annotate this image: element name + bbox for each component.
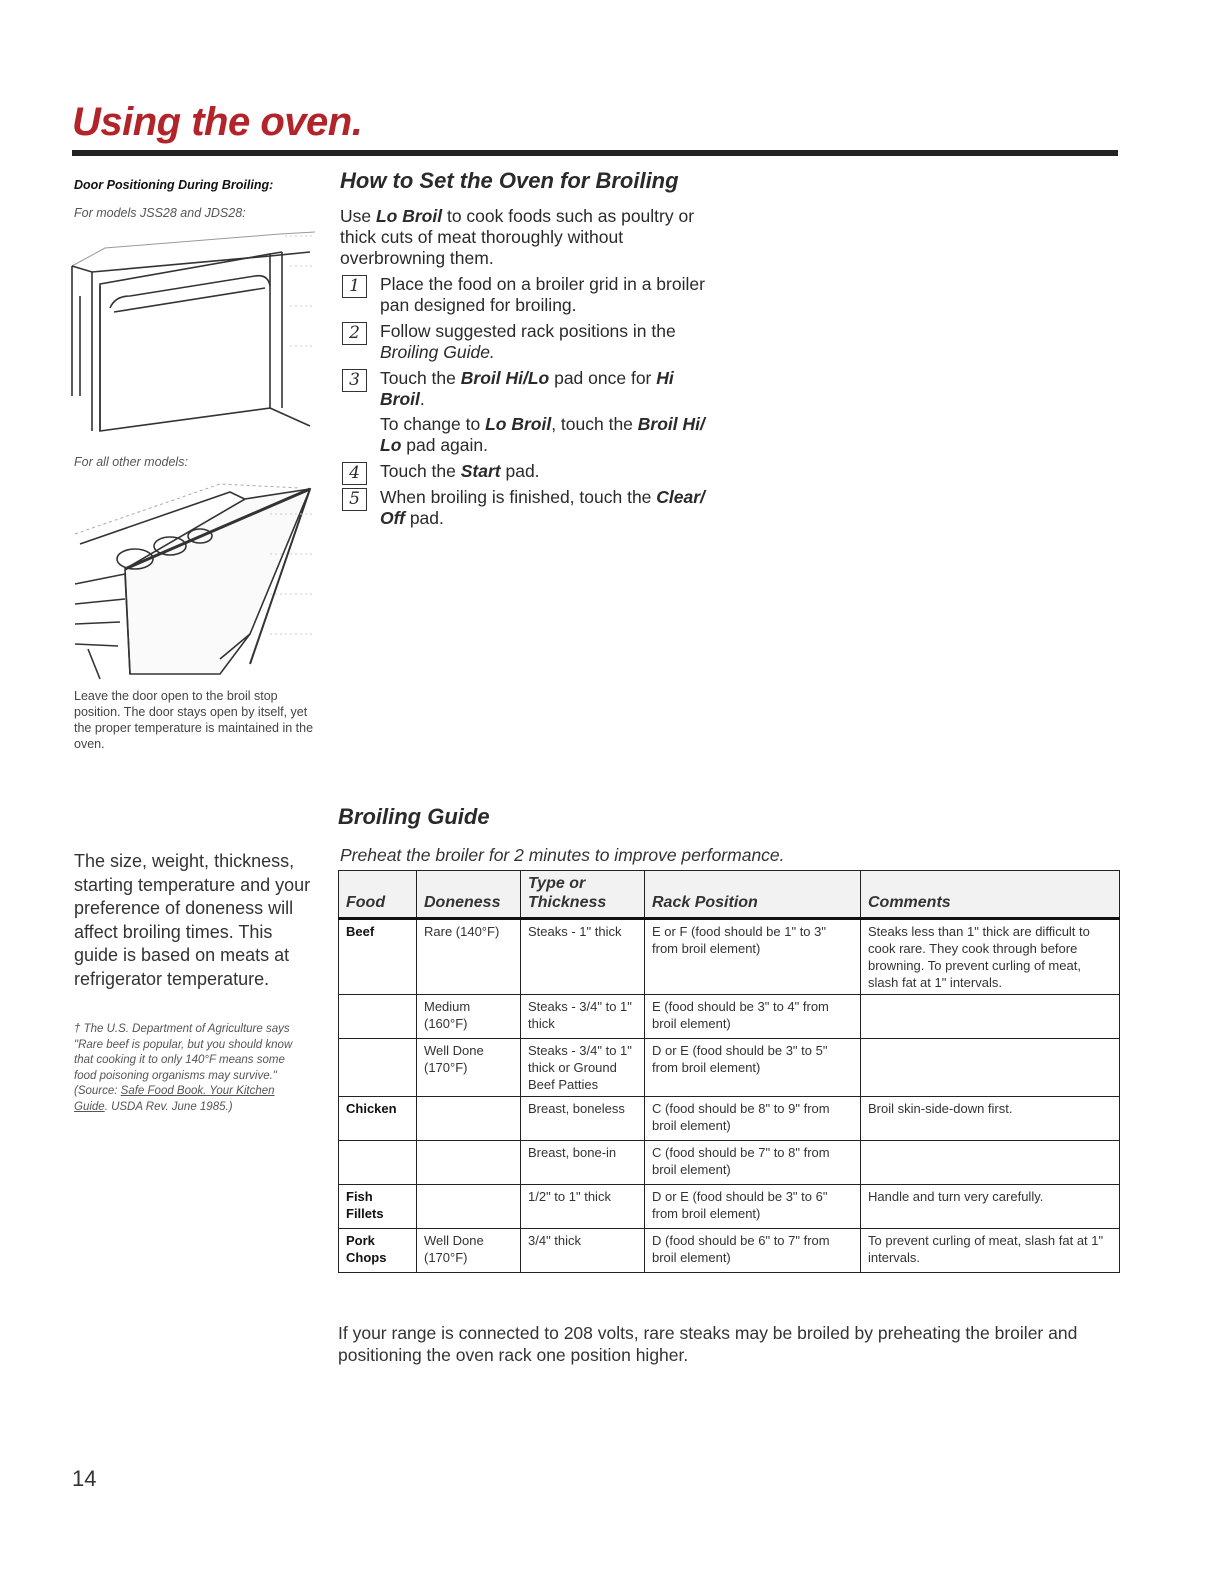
step-3: 3 Touch the Broil Hi/Lo pad once for Hi Broil. To change to Lo Broil, touch the Broil Hi/ Lo pad again. — [340, 368, 720, 456]
comments-cell: Broil skin-side-down first. — [861, 1097, 1120, 1141]
rack-position-cell: E or F (food should be 1" to 3" from broil element) — [645, 919, 861, 995]
oven-door-illustration-jss28 — [70, 226, 315, 436]
voltage-note: If your range is connected to 208 volts, rare steaks may be broiled by preheating the broiler and positioning the oven rack one position higher. — [338, 1323, 1078, 1365]
usda-source-link: Safe Food Book. Your Kitchen Guide — [74, 1085, 275, 1113]
column-header: Doneness — [417, 871, 521, 919]
food-cell — [339, 995, 417, 1039]
table-header-row — [339, 871, 1120, 919]
broiling-steps — [340, 274, 720, 534]
rack-position-cell: D or E (food should be 3" to 6" from broil element) — [645, 1185, 861, 1229]
doneness-cell: Rare (140°F) — [417, 919, 521, 995]
table-row — [339, 919, 1120, 995]
step-number: 4 — [342, 462, 367, 485]
step-3-note: To change to Lo Broil, touch the Broil Hi/ Lo pad again. — [380, 414, 705, 455]
comments-cell — [861, 1039, 1120, 1097]
food-cell — [339, 1039, 417, 1097]
doneness-cell — [417, 1141, 521, 1185]
table-row — [339, 1229, 1120, 1273]
step-number: 2 — [342, 322, 367, 345]
door-positioning-heading: Door Positioning During Broiling: — [74, 178, 274, 192]
step-1: 1 Place the food on a broiler grid in a broiler pan designed for broiling. — [340, 274, 720, 316]
broiling-heading: How to Set the Oven for Broiling — [340, 168, 679, 193]
door-position-note: Leave the door open to the broil stop position. The door stays open by itself, yet the proper temperature is maintained in the oven. — [74, 689, 314, 751]
step-5: 5 When broiling is finished, touch the Clear/ Off pad. — [340, 487, 720, 529]
thickness-cell: Breast, boneless — [521, 1097, 645, 1141]
food-cell: Fish Fillets — [339, 1185, 417, 1229]
doneness-cell: Well Done (170°F) — [417, 1039, 521, 1097]
rack-position-cell: C (food should be 8" to 9" from broil element) — [645, 1097, 861, 1141]
page-title: Using the oven. — [72, 100, 363, 144]
doneness-cell: Medium (160°F) — [417, 995, 521, 1039]
doneness-cell: Well Done (170°F) — [417, 1229, 521, 1273]
table-row — [339, 995, 1120, 1039]
thickness-cell: Breast, bone-in — [521, 1141, 645, 1185]
title-divider — [72, 150, 1118, 156]
step-2: 2 Follow suggested rack positions in the Broiling Guide. — [340, 321, 720, 363]
fig1-caption: For models JSS28 and JDS28: — [74, 206, 246, 220]
rack-position-cell: E (food should be 3" to 4" from broil element) — [645, 995, 861, 1039]
usda-footnote: † The U.S. Department of Agriculture says "Rare beef is popular, but you should know that cooking it to only 140°F means some food poisoning organisms may survive." (Source: Safe Food Book. Your Kitchen Guide. USDA Rev. June 1985.) — [74, 1023, 293, 1113]
food-cell: Pork Chops — [339, 1229, 417, 1273]
thickness-cell: 1/2" to 1" thick — [521, 1185, 645, 1229]
broiling-intro: Use Lo Broil to cook foods such as poultry or thick cuts of meat thoroughly without overbrowning them. — [340, 206, 695, 268]
table-row — [339, 1141, 1120, 1185]
thickness-cell: Steaks - 3/4" to 1" thick or Ground Beef Patties — [521, 1039, 645, 1097]
broiling-guide-table — [338, 870, 1120, 1273]
step-number: 1 — [342, 275, 367, 298]
comments-cell: Handle and turn very carefully. — [861, 1185, 1120, 1229]
table-row — [339, 1097, 1120, 1141]
food-cell: Chicken — [339, 1097, 417, 1141]
column-header: Comments — [861, 871, 1120, 919]
step-4: 4 Touch the Start pad. — [340, 461, 720, 482]
doneness-cell — [417, 1185, 521, 1229]
thickness-cell: Steaks - 3/4" to 1" thick — [521, 995, 645, 1039]
table-row — [339, 1039, 1120, 1097]
thickness-cell: 3/4" thick — [521, 1229, 645, 1273]
rack-position-cell: C (food should be 7" to 8" from broil element) — [645, 1141, 861, 1185]
comments-cell: Steaks less than 1" thick are difficult to cook rare. They cook through before browning. To prevent curling of meat, slash fat at 1" intervals. — [861, 919, 1120, 995]
page-number: 14 — [72, 1466, 97, 1491]
broiling-guide-subtitle: Preheat the broiler for 2 minutes to improve performance. — [340, 845, 785, 865]
column-header: Food — [339, 871, 417, 919]
rack-position-cell: D or E (food should be 3" to 5" from broil element) — [645, 1039, 861, 1097]
fig2-caption: For all other models: — [74, 455, 188, 469]
broiling-guide-heading: Broiling Guide — [338, 804, 490, 829]
broiling-times-intro: The size, weight, thickness, starting temperature and your preference of doneness will affect broiling times. This guide is based on meats at refrigerator temperature. — [74, 851, 311, 989]
thickness-cell: Steaks - 1" thick — [521, 919, 645, 995]
rack-position-cell: D (food should be 6" to 7" from broil element) — [645, 1229, 861, 1273]
oven-door-illustration-other — [70, 474, 315, 684]
step-number: 3 — [342, 369, 367, 392]
food-cell — [339, 1141, 417, 1185]
comments-cell — [861, 995, 1120, 1039]
comments-cell — [861, 1141, 1120, 1185]
step-number: 5 — [342, 488, 367, 511]
comments-cell: To prevent curling of meat, slash fat at 1" intervals. — [861, 1229, 1120, 1273]
food-cell: Beef — [339, 919, 417, 995]
doneness-cell — [417, 1097, 521, 1141]
column-header: Type or Thickness — [521, 871, 645, 919]
table-row — [339, 1185, 1120, 1229]
column-header: Rack Position — [645, 871, 861, 919]
